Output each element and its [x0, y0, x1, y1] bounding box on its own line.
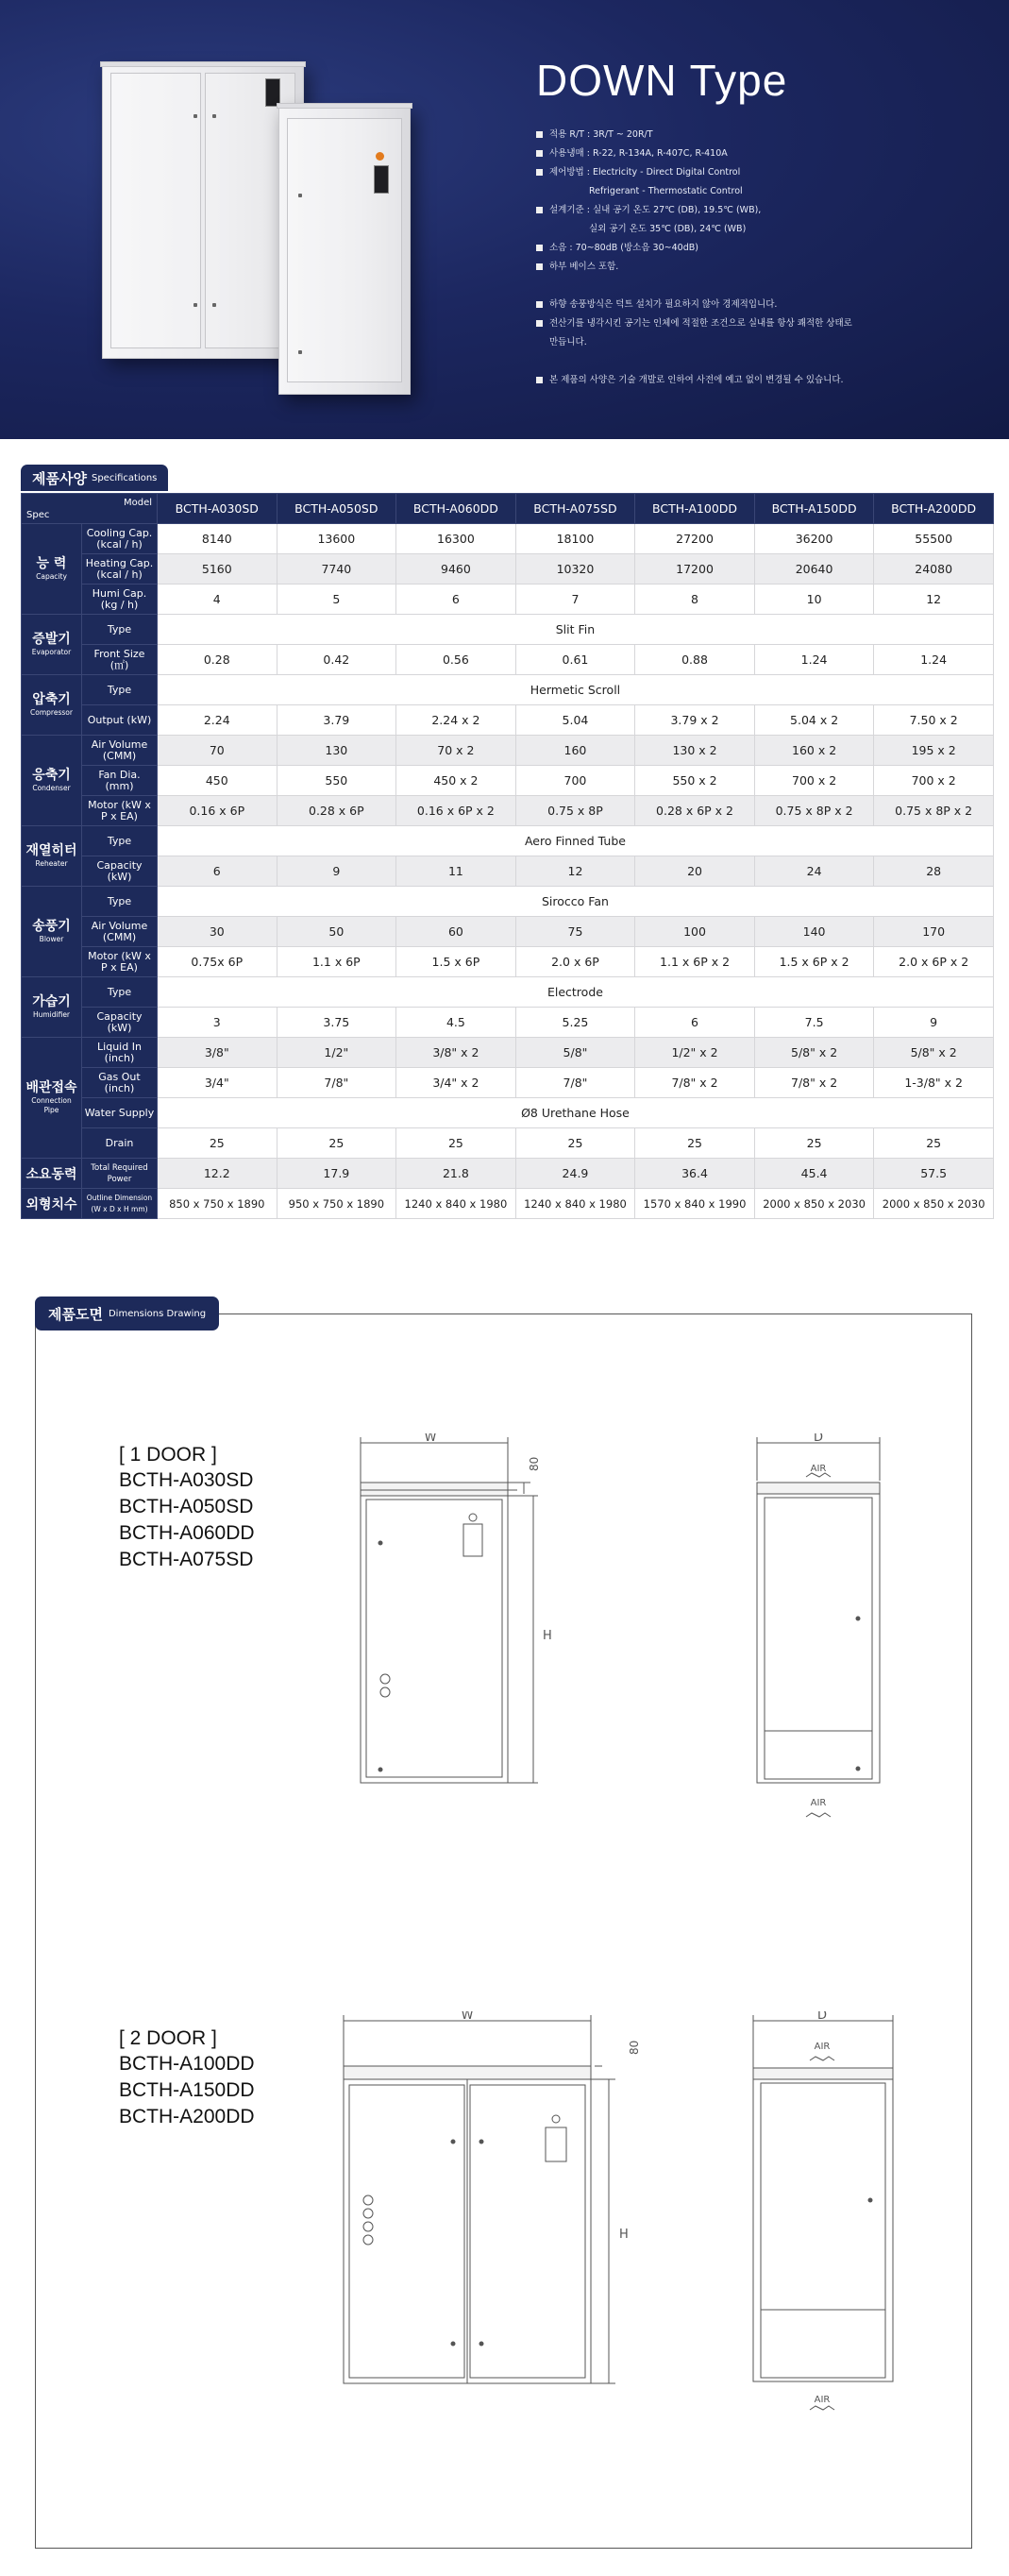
spec-corner-cell — [22, 494, 158, 524]
spec-value-cell: 18100 — [515, 524, 635, 554]
spec-value-cell: 1.1 x 6P — [277, 947, 396, 977]
spec-value-cell: 700 — [515, 766, 635, 796]
spec-value-cell: 75 — [515, 917, 635, 947]
spec-value-cell: 0.16 x 6P — [158, 796, 277, 826]
spec-value-cell: 160 — [515, 736, 635, 766]
dim-80-text: 80 — [628, 2040, 641, 2055]
one-door-model: BCTH-A075SD — [119, 1549, 254, 1570]
spec-row-label: Type — [82, 977, 158, 1008]
hero-feature-list — [536, 126, 980, 390]
spec-group-cell: 소요동력 — [22, 1159, 82, 1189]
spec-value-cell: 0.42 — [277, 645, 396, 675]
two-door-side-view — [746, 2011, 906, 2436]
spec-row-label: Type — [82, 615, 158, 645]
hero-bullet: 하향 송풍방식은 덕트 설치가 필요하지 않아 경제적입니다. — [536, 296, 980, 314]
spec-value-cell: 13600 — [277, 524, 396, 554]
two-door-model: BCTH-A100DD — [119, 2053, 255, 2075]
spec-value-cell: 2.24 x 2 — [396, 705, 516, 736]
spec-value-cell: 36.4 — [635, 1159, 755, 1189]
door-latch — [298, 350, 302, 354]
hero-bullet: 본 제품의 사양은 기술 개발로 인하여 사전에 예고 없이 변경될 수 있습니다. — [536, 371, 980, 390]
door-latch — [193, 303, 197, 307]
corner-spec-label: Spec — [26, 510, 50, 520]
spec-value-cell: 1.24 — [754, 645, 874, 675]
spec-value-cell: 0.75 x 8P x 2 — [874, 796, 994, 826]
two-door-label — [119, 2026, 255, 2130]
spec-row — [22, 585, 994, 615]
spec-value-cell: 6 — [158, 856, 277, 887]
spec-row-label: Total Required Power — [82, 1159, 158, 1189]
spec-value-cell: 4.5 — [396, 1008, 516, 1038]
air-out-label: AIR — [814, 2395, 831, 2405]
spec-value-cell: 3/8" — [158, 1038, 277, 1068]
cabinet-door — [287, 118, 402, 382]
spec-row-label: Humi Cap. (kg / h) — [82, 585, 158, 615]
spec-value-cell: 3.79 — [277, 705, 396, 736]
group-label-ko: 재열히터 — [25, 843, 77, 858]
spec-value-cell: 5/8" — [515, 1038, 635, 1068]
hero-banner — [0, 0, 1009, 439]
bullet-spacer — [536, 277, 980, 296]
spec-tab-subtitle: Specifications — [91, 472, 158, 483]
group-label-en: Capacity — [36, 572, 67, 581]
spec-value-cell: 25 — [754, 1128, 874, 1159]
spec-value-cell: 7 — [515, 585, 635, 615]
spec-row-label: Type — [82, 887, 158, 917]
dim-80-text: 80 — [528, 1456, 541, 1471]
spec-value-cell: 0.56 — [396, 645, 516, 675]
spec-value-cell: 16300 — [396, 524, 516, 554]
spec-span-value: Slit Fin — [158, 615, 994, 645]
group-label-ko: 증발기 — [32, 632, 71, 647]
spec-row-label: Front Size (㎡) — [82, 645, 158, 675]
two-door-front-view — [340, 2011, 651, 2417]
spec-value-cell: 195 x 2 — [874, 736, 994, 766]
cabinet-door — [366, 1500, 502, 1777]
drawing-tab-title: 제품도면 — [48, 1305, 103, 1323]
spec-value-cell: 8 — [635, 585, 755, 615]
group-label-en: Compressor — [30, 708, 73, 717]
spec-value-cell: 700 x 2 — [874, 766, 994, 796]
spec-value-cell: 4 — [158, 585, 277, 615]
spec-row-label: Air Volume (CMM) — [82, 736, 158, 766]
spec-span-value: Sirocco Fan — [158, 887, 994, 917]
spec-value-cell: 7/8" x 2 — [635, 1068, 755, 1098]
spec-value-cell: 1.5 x 6P x 2 — [754, 947, 874, 977]
spec-row — [22, 977, 994, 1008]
spec-row — [22, 736, 994, 766]
spec-value-cell: 0.61 — [515, 645, 635, 675]
spec-group-cell: 외형치수 — [22, 1189, 82, 1219]
spec-tab-title: 제품사양 — [32, 469, 87, 487]
spec-row — [22, 705, 994, 736]
group-label-en: Blower — [39, 935, 64, 943]
spec-value-cell: 2000 x 850 x 2030 — [754, 1189, 874, 1219]
spec-value-cell: 0.88 — [635, 645, 755, 675]
spec-value-cell: 7/8" — [515, 1068, 635, 1098]
spec-value-cell: 0.16 x 6P x 2 — [396, 796, 516, 826]
cabinet-body — [361, 1496, 508, 1783]
spec-value-cell: 6 — [635, 1008, 755, 1038]
cabinet-door-left — [110, 73, 201, 348]
spec-value-cell: 25 — [515, 1128, 635, 1159]
spec-row — [22, 796, 994, 826]
spec-value-cell: 0.75x 6P — [158, 947, 277, 977]
spec-value-cell: 28 — [874, 856, 994, 887]
door-latch — [212, 114, 216, 118]
two-door-model: BCTH-A200DD — [119, 2106, 255, 2127]
spec-row — [22, 554, 994, 585]
spec-row — [22, 1038, 994, 1068]
group-label-ko: 응축기 — [32, 768, 71, 783]
model-header: BCTH-A200DD — [874, 494, 994, 524]
spec-row — [22, 645, 994, 675]
spec-value-cell: 130 x 2 — [635, 736, 755, 766]
spec-value-cell: 100 — [635, 917, 755, 947]
one-door-title: [ 1 DOOR ] — [119, 1444, 217, 1466]
spec-value-cell: 1.1 x 6P x 2 — [635, 947, 755, 977]
spec-row-label: Capacity (kW) — [82, 856, 158, 887]
dim-d-text: D — [816, 2011, 828, 2023]
spec-value-cell: 9 — [277, 856, 396, 887]
spec-row-label: Air Volume (CMM) — [82, 917, 158, 947]
spec-value-cell: 20640 — [754, 554, 874, 585]
group-label-ko: 배관접속 — [25, 1080, 77, 1095]
air-in-label: AIR — [814, 2042, 831, 2052]
spec-value-cell: 25 — [277, 1128, 396, 1159]
spec-row — [22, 856, 994, 887]
spec-value-cell: 24 — [754, 856, 874, 887]
spec-row-label: Type — [82, 826, 158, 856]
one-door-label — [119, 1443, 255, 1573]
spec-row — [22, 1098, 994, 1128]
spec-value-cell: 24080 — [874, 554, 994, 585]
spec-value-cell: 0.28 — [158, 645, 277, 675]
spec-value-cell: 5.25 — [515, 1008, 635, 1038]
spec-value-cell: 7.5 — [754, 1008, 874, 1038]
spec-row — [22, 947, 994, 977]
spec-value-cell: 3/8" x 2 — [396, 1038, 516, 1068]
hero-bullet: Refrigerant - Thermostatic Control — [589, 186, 743, 196]
door-latch — [212, 303, 216, 307]
airflow-out-icon — [806, 1813, 831, 1817]
hero-bullet: 제어방법 : Electricity - Direct Digital Control — [536, 163, 980, 182]
spec-value-cell: 7/8" x 2 — [754, 1068, 874, 1098]
spec-value-cell: 1/2" — [277, 1038, 396, 1068]
spec-group-cell — [22, 887, 82, 977]
hero-bullet: 소음 : 70~80dB (방소음 30~40dB) — [536, 239, 980, 258]
spec-span-value: Aero Finned Tube — [158, 826, 994, 856]
spec-value-cell: 12 — [874, 585, 994, 615]
group-label-ko: 송풍기 — [32, 919, 71, 934]
spec-row — [22, 675, 994, 705]
spec-value-cell: 25 — [158, 1128, 277, 1159]
spec-value-cell: 3.79 x 2 — [635, 705, 755, 736]
spec-group-cell — [22, 524, 82, 615]
spec-value-cell: 5.04 — [515, 705, 635, 736]
spec-value-cell: 25 — [635, 1128, 755, 1159]
spec-value-cell: 12.2 — [158, 1159, 277, 1189]
model-header: BCTH-A050SD — [277, 494, 396, 524]
spec-row — [22, 615, 994, 645]
group-label-en: Connection Pipe — [31, 1096, 72, 1114]
cabinet-top — [277, 103, 412, 109]
spec-value-cell: 7/8" — [277, 1068, 396, 1098]
dim-w-text: W — [461, 2011, 474, 2023]
spec-value-cell: 36200 — [754, 524, 874, 554]
spec-value-cell: 5160 — [158, 554, 277, 585]
hero-bullet: 사용냉매 : R-22, R-134A, R-407C, R-410A — [536, 144, 980, 163]
spec-value-cell: 57.5 — [874, 1159, 994, 1189]
spec-row-label: Cooling Cap. (kcal / h) — [82, 524, 158, 554]
spec-value-cell: 11 — [396, 856, 516, 887]
spec-value-cell: 9 — [874, 1008, 994, 1038]
spec-value-cell: 17200 — [635, 554, 755, 585]
spec-value-cell: 2.0 x 6P — [515, 947, 635, 977]
product-image-two-door — [102, 64, 304, 359]
model-header: BCTH-A030SD — [158, 494, 277, 524]
spec-value-cell: 140 — [754, 917, 874, 947]
spec-row-label: Liquid In (inch) — [82, 1038, 158, 1068]
spec-span-value: Electrode — [158, 977, 994, 1008]
air-in-label: AIR — [810, 1464, 827, 1474]
spec-row — [22, 887, 994, 917]
air-out-label: AIR — [810, 1798, 827, 1808]
door-latch — [193, 114, 197, 118]
spec-value-cell: 6 — [396, 585, 516, 615]
cabinet-top — [100, 61, 306, 67]
spec-value-cell: 3/4" x 2 — [396, 1068, 516, 1098]
spec-group-cell — [22, 1038, 82, 1159]
spec-row — [22, 1068, 994, 1098]
group-label-ko: 능 력 — [36, 556, 67, 571]
one-door-model: BCTH-A030SD — [119, 1469, 254, 1491]
spec-value-cell: 550 x 2 — [635, 766, 755, 796]
spec-value-cell: 170 — [874, 917, 994, 947]
spec-row-label: Fan Dia. (mm) — [82, 766, 158, 796]
spec-value-cell: 25 — [874, 1128, 994, 1159]
spec-value-cell: 1240 x 840 x 1980 — [515, 1189, 635, 1219]
top-plenum — [361, 1483, 508, 1496]
drawing-tab-subtitle: Dimensions Drawing — [108, 1308, 207, 1319]
one-door-model: BCTH-A060DD — [119, 1522, 255, 1544]
spec-value-cell: 30 — [158, 917, 277, 947]
spec-value-cell: 2.24 — [158, 705, 277, 736]
corner-model-label: Model — [123, 498, 152, 508]
spec-group-cell — [22, 615, 82, 675]
spec-row-label: Type — [82, 675, 158, 705]
one-door-model: BCTH-A050SD — [119, 1496, 254, 1517]
spec-value-cell: 1570 x 840 x 1990 — [635, 1189, 755, 1219]
spec-value-cell: 850 x 750 x 1890 — [158, 1189, 277, 1219]
spec-value-cell: 0.75 x 8P — [515, 796, 635, 826]
model-header: BCTH-A060DD — [396, 494, 516, 524]
spec-value-cell: 45.4 — [754, 1159, 874, 1189]
spec-value-cell: 17.9 — [277, 1159, 396, 1189]
spec-row-power — [22, 1159, 994, 1189]
door-latch — [298, 194, 302, 197]
spec-value-cell: 3.75 — [277, 1008, 396, 1038]
spec-value-cell: 130 — [277, 736, 396, 766]
hero-bullet: 만듭니다. — [549, 337, 587, 347]
model-header: BCTH-A100DD — [635, 494, 755, 524]
spec-value-cell: 450 — [158, 766, 277, 796]
spec-row — [22, 524, 994, 554]
spec-value-cell: 700 x 2 — [754, 766, 874, 796]
model-header: BCTH-A075SD — [515, 494, 635, 524]
spec-value-cell: 21.8 — [396, 1159, 516, 1189]
spec-group-cell — [22, 736, 82, 826]
spec-value-cell: 8140 — [158, 524, 277, 554]
group-label-en: Reheater — [35, 859, 68, 868]
spec-row-label: Capacity (kW) — [82, 1008, 158, 1038]
spec-value-cell: 550 — [277, 766, 396, 796]
group-label-en: Evaporator — [31, 648, 72, 656]
group-label-ko: 가습기 — [32, 994, 71, 1009]
spec-value-cell: 25 — [396, 1128, 516, 1159]
spec-value-cell: 2000 x 850 x 2030 — [874, 1189, 994, 1219]
spec-value-cell: 2.0 x 6P x 2 — [874, 947, 994, 977]
emergency-knob — [376, 152, 384, 161]
spec-header-row — [22, 494, 994, 524]
spec-group-cell — [22, 977, 82, 1038]
spec-value-cell: 5/8" x 2 — [874, 1038, 994, 1068]
dim-w-text: W — [424, 1433, 437, 1445]
spec-value-cell: 1.5 x 6P — [396, 947, 516, 977]
spec-value-cell: 7.50 x 2 — [874, 705, 994, 736]
dim-d-text: D — [813, 1433, 824, 1445]
spec-value-cell: 0.28 x 6P x 2 — [635, 796, 755, 826]
control-panel — [463, 1524, 482, 1556]
spec-value-cell: 950 x 750 x 1890 — [277, 1189, 396, 1219]
two-door-title: [ 2 DOOR ] — [119, 2027, 217, 2049]
spec-value-cell: 24.9 — [515, 1159, 635, 1189]
spec-value-cell: 160 x 2 — [754, 736, 874, 766]
spec-value-cell: 5/8" x 2 — [754, 1038, 874, 1068]
hero-bullet: 하부 베이스 포함. — [536, 258, 980, 277]
spec-value-cell: 55500 — [874, 524, 994, 554]
one-door-front-view — [349, 1433, 566, 1830]
spec-value-cell: 9460 — [396, 554, 516, 585]
bullet-spacer — [536, 352, 980, 371]
spec-table — [21, 493, 994, 1219]
dim-h-text: H — [543, 1629, 552, 1643]
spec-value-cell: 1240 x 840 x 1980 — [396, 1189, 516, 1219]
two-door-model: BCTH-A150DD — [119, 2079, 255, 2101]
drawing-section-tab — [35, 1296, 219, 1330]
hero-bullet: 실외 공기 온도 35℃ (DB), 24℃ (WB) — [589, 224, 747, 234]
spec-row — [22, 1008, 994, 1038]
spec-value-cell: 50 — [277, 917, 396, 947]
hero-title: DOWN Type — [536, 56, 788, 105]
spec-row — [22, 917, 994, 947]
spec-row-label: Outline Dimension (W x D x H mm) — [82, 1189, 158, 1219]
spec-row-label: Drain — [82, 1128, 158, 1159]
spec-row-label: Gas Out (inch) — [82, 1068, 158, 1098]
spec-row-label: Water Supply — [82, 1098, 158, 1128]
product-image-one-door — [278, 106, 411, 395]
spec-value-cell: 1/2" x 2 — [635, 1038, 755, 1068]
spec-group-cell — [22, 826, 82, 887]
spec-value-cell: 60 — [396, 917, 516, 947]
spec-value-cell: 1-3/8" x 2 — [874, 1068, 994, 1098]
spec-value-cell: 0.28 x 6P — [277, 796, 396, 826]
spec-value-cell: 10 — [754, 585, 874, 615]
spec-value-cell: 20 — [635, 856, 755, 887]
spec-value-cell: 12 — [515, 856, 635, 887]
group-label-en: Humidifier — [32, 1010, 71, 1019]
control-display — [374, 165, 389, 194]
hero-bullet: 적용 R/T : 3R/T ~ 20R/T — [536, 126, 980, 144]
spec-group-cell — [22, 675, 82, 736]
spec-span-value: Hermetic Scroll — [158, 675, 994, 705]
spec-value-cell: 70 x 2 — [396, 736, 516, 766]
spec-row — [22, 1128, 994, 1159]
spec-value-cell: 3 — [158, 1008, 277, 1038]
dim-h-text: H — [619, 2228, 629, 2242]
spec-value-cell: 0.75 x 8P x 2 — [754, 796, 874, 826]
group-label-ko: 압축기 — [32, 692, 71, 707]
group-label-en: Condenser — [32, 784, 71, 792]
spec-row — [22, 766, 994, 796]
spec-value-cell: 5 — [277, 585, 396, 615]
spec-row — [22, 826, 994, 856]
spec-section-tab — [21, 465, 168, 491]
spec-value-cell: 450 x 2 — [396, 766, 516, 796]
spec-row-label: Motor (kW x P x EA) — [82, 796, 158, 826]
hero-bullet: 설계기준 : 실내 공기 온도 27℃ (DB), 19.5℃ (WB), — [536, 201, 980, 220]
spec-span-value: Ø8 Urethane Hose — [158, 1098, 994, 1128]
spec-row-label: Heating Cap. (kcal / h) — [82, 554, 158, 585]
spec-value-cell: 70 — [158, 736, 277, 766]
spec-value-cell: 27200 — [635, 524, 755, 554]
spec-row-dims — [22, 1189, 994, 1219]
model-header: BCTH-A150DD — [754, 494, 874, 524]
spec-value-cell: 5.04 x 2 — [754, 705, 874, 736]
spec-row-label: Output (kW) — [82, 705, 158, 736]
spec-value-cell: 10320 — [515, 554, 635, 585]
one-door-side-view — [736, 1433, 906, 1849]
spec-value-cell: 3/4" — [158, 1068, 277, 1098]
hero-bullet: 전산기를 냉각시킨 공기는 인체에 적절한 조건으로 실내를 항상 쾌적한 상태로 — [536, 314, 980, 333]
spec-value-cell: 1.24 — [874, 645, 994, 675]
spec-row-label: Motor (kW x P x EA) — [82, 947, 158, 977]
spec-value-cell: 7740 — [277, 554, 396, 585]
